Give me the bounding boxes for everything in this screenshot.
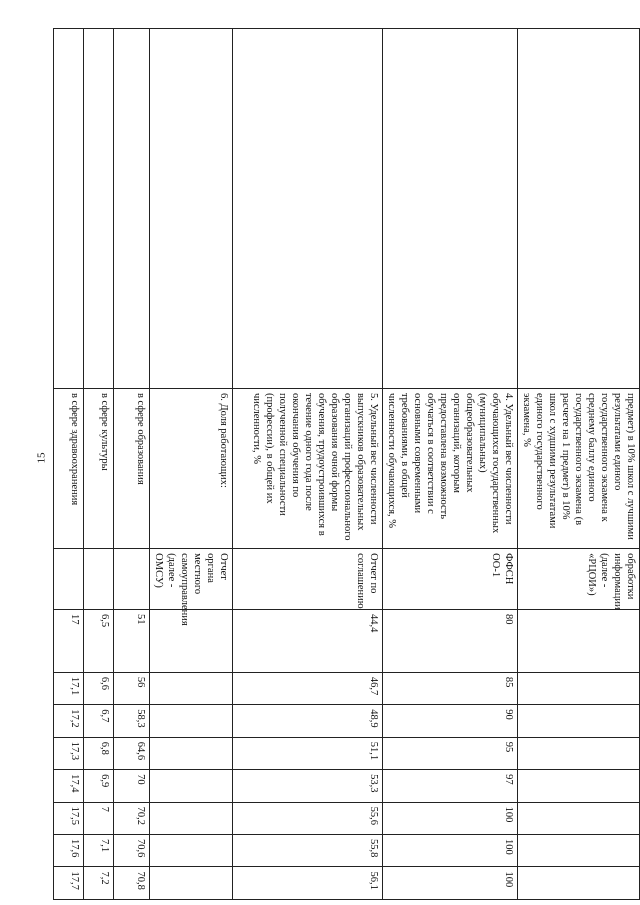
value-cell: 7 (84, 802, 114, 834)
value-cell: 95 (383, 737, 518, 769)
value-cell: 64,6 (114, 737, 150, 769)
value-cell: 53,3 (233, 770, 383, 802)
value-cell: 97 (383, 770, 518, 802)
empty-cell (233, 29, 383, 389)
source-cell: обработки информации (далее - «РЦОИ») (518, 549, 640, 610)
value-cell (150, 705, 233, 737)
indicator-name-cell: 6. Доля работающих: (150, 388, 233, 548)
indicator-name-cell: в сфере культуры (84, 388, 114, 548)
indicator-name-cell: 4. Удельный вес численности обучающихся государственных (муниципальных) общеобразовательных организаций, которым предоставлена возможность обучаться в соответствии с основными современными требованиями, в общей численности обучающихся, % (383, 388, 518, 548)
source-cell (84, 549, 114, 610)
value-cell: 17,7 (54, 867, 84, 900)
table-row (233, 29, 383, 900)
value-cell (150, 770, 233, 802)
value-cell: 80 (383, 609, 518, 672)
value-cell: 17,3 (54, 737, 84, 769)
value-cell: 100 (383, 835, 518, 867)
value-cell: 17,4 (54, 770, 84, 802)
value-cell (150, 835, 233, 867)
value-cell: 85 (383, 672, 518, 704)
value-cell (150, 672, 233, 704)
value-cell (150, 867, 233, 900)
source-cell (114, 549, 150, 610)
value-cell: 55,8 (233, 835, 383, 867)
indicator-name-cell: в сфере здравоохранения (54, 388, 84, 548)
table-row (114, 29, 150, 900)
value-cell: 56,1 (233, 867, 383, 900)
table-row (518, 29, 640, 900)
value-cell: 58,3 (114, 705, 150, 737)
rotated-table-container (70, 28, 640, 900)
value-cell: 48,9 (233, 705, 383, 737)
empty-cell (84, 29, 114, 389)
source-cell: ФФСН ОО-1 (383, 549, 518, 610)
value-cell: 70,2 (114, 802, 150, 834)
empty-cell (54, 29, 84, 389)
source-cell: Отчет по соглашению (233, 549, 383, 610)
indicator-name-cell: предмет) в 10% школ с лучшими результатами единого государственного экзамена к среднему баллу единого государственного экзамена (в расчете на 1 предмет) в 10% школ с худшими результатами единого государственного экзамена, % (518, 388, 640, 548)
value-cell: 70 (114, 770, 150, 802)
value-cell: 17,6 (54, 835, 84, 867)
source-cell (54, 549, 84, 610)
value-cell: 70,6 (114, 835, 150, 867)
source-cell: Отчет органа местного самоуправления (далее - ОМСУ) (150, 549, 233, 610)
value-cell (150, 802, 233, 834)
indicators-table (53, 28, 640, 900)
value-cell: 51 (114, 609, 150, 672)
value-cell: 17 (54, 609, 84, 672)
value-cell: 7,2 (84, 867, 114, 900)
indicator-name-cell: в сфере образования (114, 388, 150, 548)
value-cell (150, 609, 233, 672)
value-cell: 70,8 (114, 867, 150, 900)
value-cell: 17,1 (54, 672, 84, 704)
value-cell (518, 737, 640, 769)
empty-cell (518, 29, 640, 389)
value-cell: 44,4 (233, 609, 383, 672)
value-cell: 6,9 (84, 770, 114, 802)
table-row (54, 29, 84, 900)
value-cell (518, 672, 640, 704)
table-row (84, 29, 114, 900)
value-cell: 100 (383, 802, 518, 834)
value-cell: 17,2 (54, 705, 84, 737)
value-cell: 6,8 (84, 737, 114, 769)
value-cell (518, 609, 640, 672)
empty-cell (150, 29, 233, 389)
value-cell (518, 835, 640, 867)
empty-cell (114, 29, 150, 389)
value-cell: 6,7 (84, 705, 114, 737)
value-cell: 55,6 (233, 802, 383, 834)
table-row (383, 29, 518, 900)
value-cell: 46,7 (233, 672, 383, 704)
value-cell: 17,5 (54, 802, 84, 834)
empty-cell (383, 29, 518, 389)
value-cell: 6,5 (84, 609, 114, 672)
value-cell: 7,1 (84, 835, 114, 867)
value-cell: 100 (383, 867, 518, 900)
indicator-name-cell: 5. Удельный вес численности выпускников образовательных организаций профессионального образования очной формы обучения, трудоустроившихся в течение одного года после окончания обучения по полученной специальности (профессии), в общей их численности, % (233, 388, 383, 548)
value-cell (150, 737, 233, 769)
value-cell: 6,6 (84, 672, 114, 704)
value-cell: 90 (383, 705, 518, 737)
page-number: 15 (35, 452, 48, 464)
value-cell: 51,1 (233, 737, 383, 769)
table-row (150, 29, 233, 900)
value-cell (518, 802, 640, 834)
value-cell (518, 705, 640, 737)
value-cell (518, 770, 640, 802)
value-cell (518, 867, 640, 900)
value-cell: 56 (114, 672, 150, 704)
